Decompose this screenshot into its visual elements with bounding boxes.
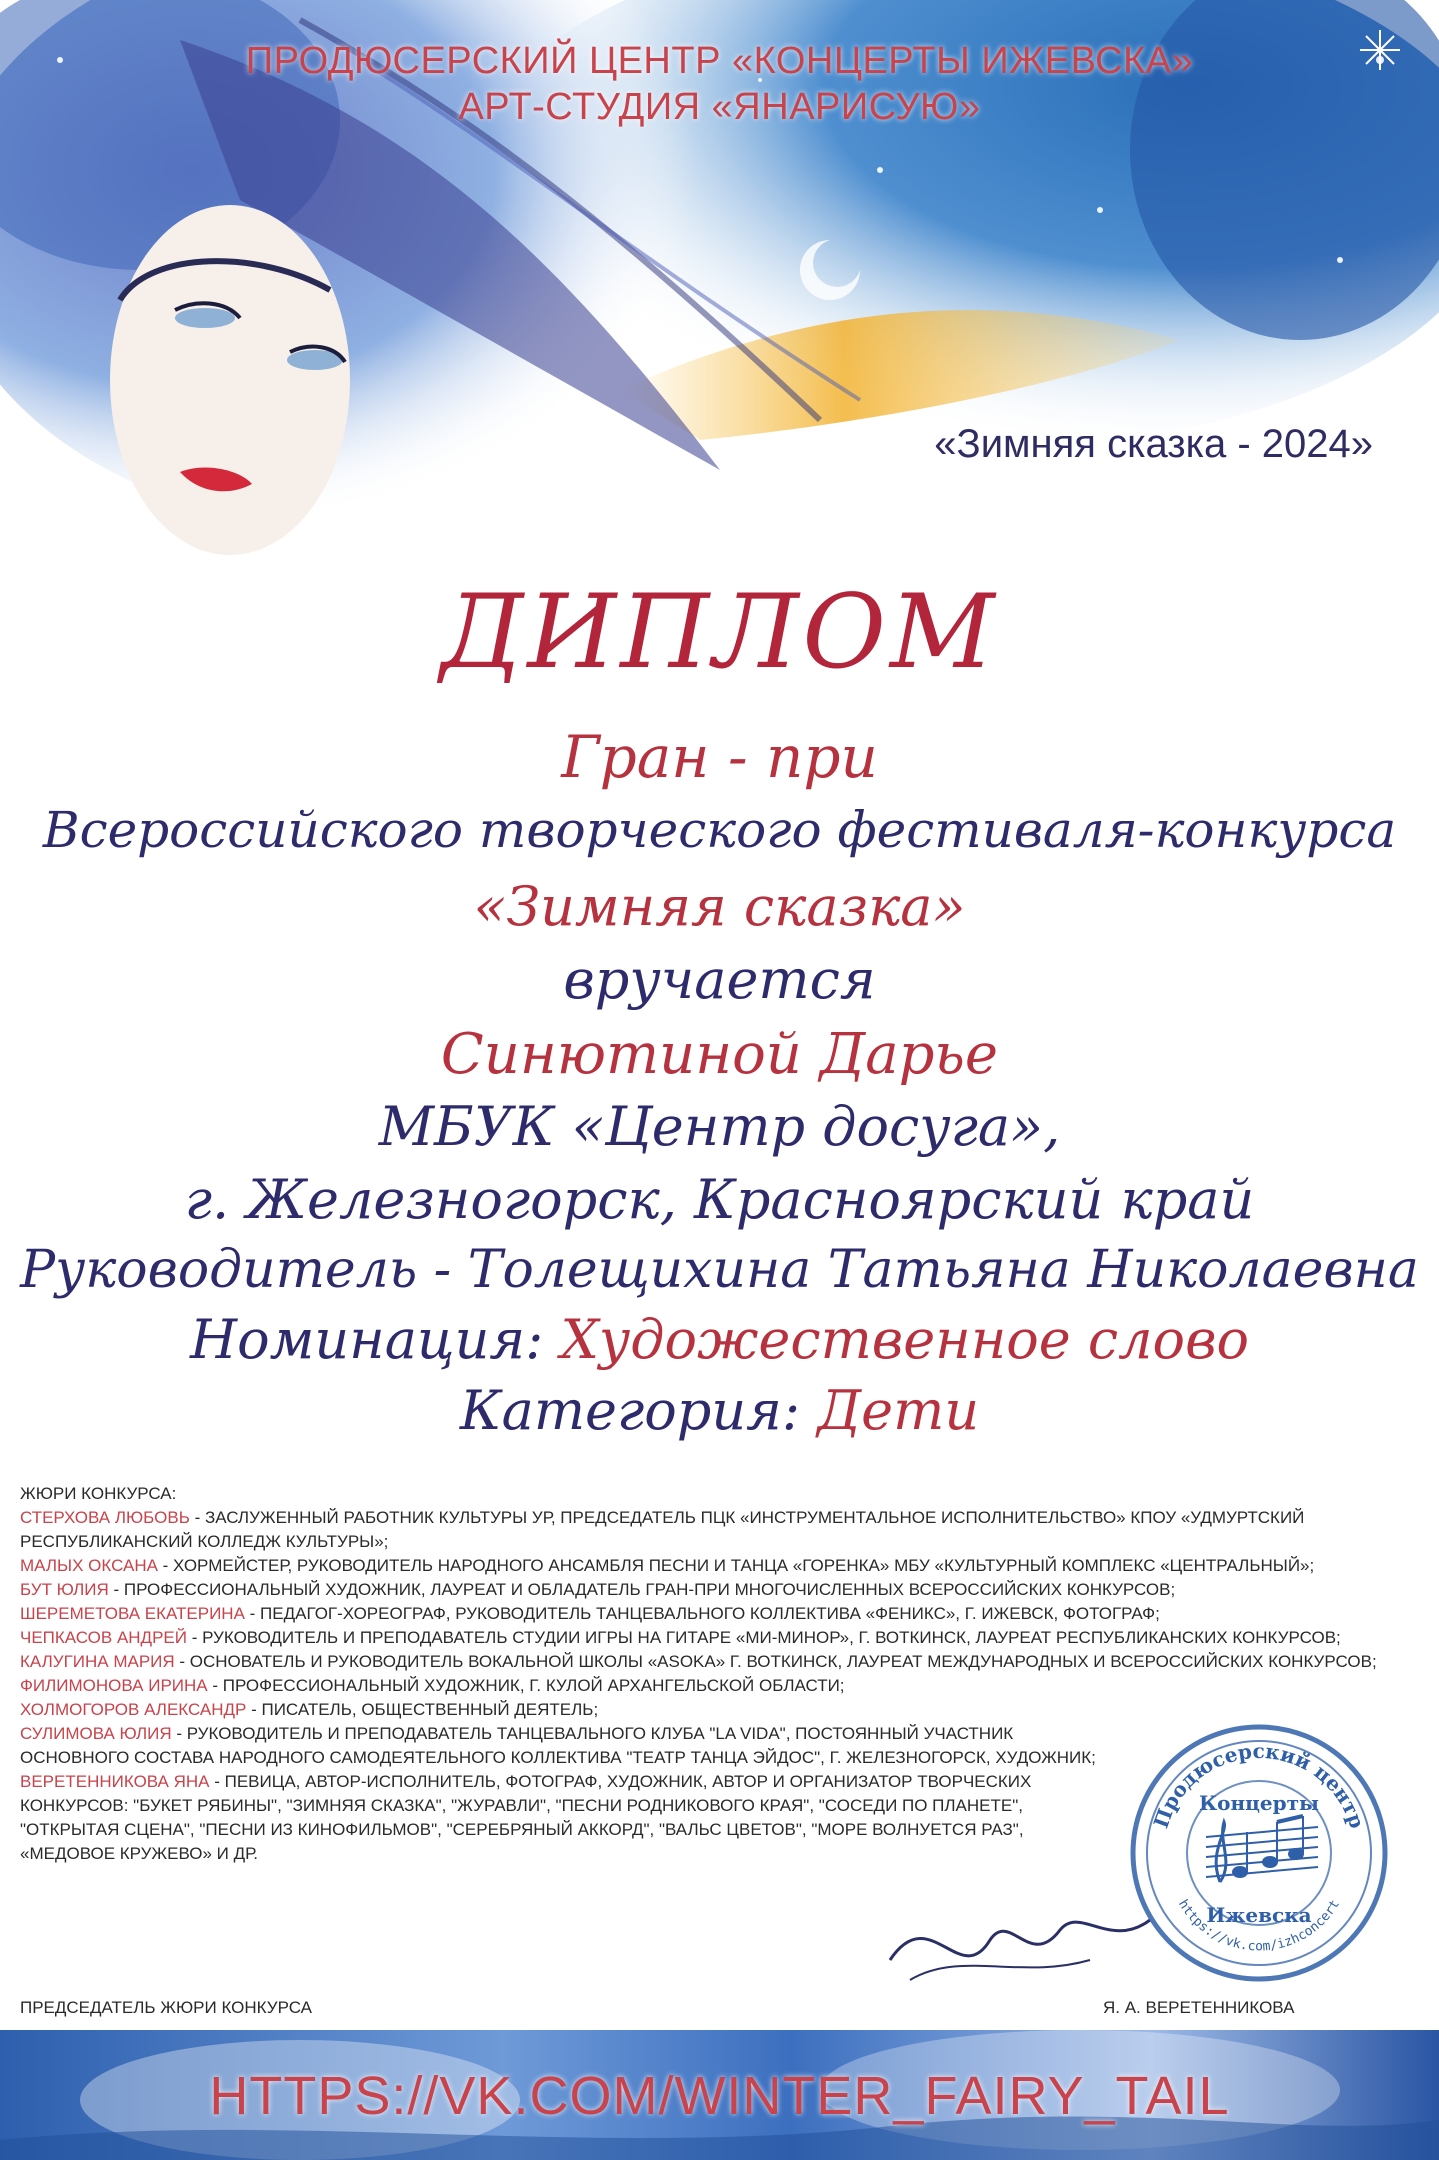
stamp-top-text: Продюсерский центр [1148,1738,1370,1832]
jury-member-desc: - РУКОВОДИТЕЛЬ И ПРЕПОДАВАТЕЛЬ СТУДИИ ИГРЫ НА ГИТАРЕ «МИ-МИНОР», Г. ВОТКИНСК, ЛАУРЕАТ РЕСПУБЛИКАНСКИХ КОНКУРСОВ; [186,1628,1341,1647]
jury-member-name: ХОЛМОГОРОВ АЛЕКСАНДР [20,1700,247,1719]
category-label: Категория: [459,1379,801,1442]
organizer-stamp [1128,1722,1390,1984]
institution-line: МБУК «Центр досуга», [378,1095,1061,1158]
stamp-bottom-text: Ижевска [1206,1903,1312,1927]
leader-line: Руководитель - Толещихина Татьяна Николаевна [20,1240,1419,1300]
jury-chair-label: ПРЕДСЕДАТЕЛЬ ЖЮРИ КОНКУРСА [20,1998,312,2017]
category-line [0,1379,1439,1442]
stamp-seal [1128,1722,1390,1984]
jury-member [20,1554,1405,1578]
organizer-line-2: АРТ-СТУДИЯ «ЯНАРИСУЮ» [458,86,981,128]
jury-member-desc: - ПРОФЕССИОНАЛЬНЫЙ ХУДОЖНИК, ЛАУРЕАТ И ОБЛАДАТЕЛЬ ГРАН-ПРИ МНОГОЧИСЛЕННЫХ ВСЕРОССИЙСКИХ КОНКУРСОВ; [108,1580,1176,1599]
jury-member-desc: - РУКОВОДИТЕЛЬ И ПРЕПОДАВАТЕЛЬ ТАНЦЕВАЛЬНОГО КЛУБА "LA VIDA", ПОСТОЯННЫЙ УЧАСТНИК ОСНОВНОГО СОСТАВА НАРОДНОГО САМОДЕЯТЕЛЬНОГО КОЛЛЕКТИВА "ТЕАТР ТАНЦА ЭЙДОС", Г. ЖЕЛЕЗНОГОРСК, ХУДОЖНИК; [20,1724,1096,1767]
footer-url-link[interactable]: HTTPS://VK.COM/WINTER_FAIRY_TAIL [209,2066,1230,2126]
nomination-label: Номинация: [189,1308,544,1371]
music-staff-icon [1206,1816,1318,1882]
jury-chair-name: Я. А. ВЕРЕТЕННИКОВА [1103,1998,1295,2017]
category-value: Дети [817,1379,980,1442]
jury-member-name: СТЕРХОВА ЛЮБОВЬ [20,1508,190,1527]
nomination-line [0,1308,1439,1371]
jury-member [20,1626,1405,1650]
jury-member [20,1578,1405,1602]
jury-member-desc: - ПЕДАГОГ-ХОРЕОГРАФ, РУКОВОДИТЕЛЬ ТАНЦЕВАЛЬНОГО КОЛЛЕКТИВА «ФЕНИКС», Г. ИЖЕВСК, ФОТОГРАФ; [244,1604,1160,1623]
jury-member-name: СУЛИМОВА ЮЛИЯ [20,1724,172,1743]
jury-member [20,1602,1405,1626]
jury-member [20,1770,1100,1866]
diploma-title: ДИПЛОМ [440,573,999,692]
jury-member-desc: - ПРОФЕССИОНАЛЬНЫЙ ХУДОЖНИК, Г. КУЛОЙ АРХАНГЕЛЬСКОЙ ОБЛАСТИ; [207,1676,845,1695]
award-line: Гран - при [561,723,878,791]
festival-tag: «Зимняя сказка - 2024» [934,422,1373,466]
awarded-to-line: вручается [563,948,876,1011]
organizer-line-1: ПРОДЮСЕРСКИЙ ЦЕНТР «КОНЦЕРТЫ ИЖЕВСКА» [245,40,1194,82]
stamp-middle-text: Концерты [1198,1791,1320,1815]
jury-member [20,1674,1405,1698]
nomination-value: Художественное слово [560,1308,1250,1371]
location-line: г. Железногорск, Красноярский край [184,1168,1255,1231]
jury-member [20,1650,1405,1674]
jury-member-name: КАЛУГИНА МАРИЯ [20,1652,175,1671]
jury-member-name: ФИЛИМОНОВА ИРИНА [20,1676,208,1695]
signature-scribble [870,1880,1170,2000]
jury-member-name: БУТ ЮЛИЯ [20,1580,109,1599]
jury-member-name: МАЛЫХ ОКСАНА [20,1556,158,1575]
jury-member-name: ЧЕПКАСОВ АНДРЕЙ [20,1628,187,1647]
jury-heading: ЖЮРИ КОНКУРСА: [20,1484,177,1503]
jury-member-name: ШЕРЕМЕТОВА ЕКАТЕРИНА [20,1604,245,1623]
jury-member-desc: - ХОРМЕЙСТЕР, РУКОВОДИТЕЛЬ НАРОДНОГО АНСАМБЛЯ ПЕСНИ И ТАНЦА «ГОРЕНКА» МБУ «КУЛЬТУРНЫЙ КОМПЛЕКС «ЦЕНТРАЛЬНЫЙ»; [157,1556,1315,1575]
stamp-url-text: https://vk.com/izhconcert [1175,1897,1343,1955]
jury-member-desc: - ЗАСЛУЖЕННЫЙ РАБОТНИК КУЛЬТУРЫ УР, ПРЕДСЕДАТЕЛЬ ПЦК «ИНСТРУМЕНТАЛЬНОЕ ИСПОЛНИТЕЛЬСТВО» КПОУ «УДМУРТСКИЙ РЕСПУБЛИКАНСКИЙ КОЛЛЕДЖ КУЛЬТУРЫ»; [20,1508,1305,1551]
festival-name: «Зимняя сказка» [473,875,966,938]
jury-member [20,1506,1405,1554]
jury-member-desc: - ПЕВИЦА, АВТОР-ИСПОЛНИТЕЛЬ, ФОТОГРАФ, ХУДОЖНИК, АВТОР И ОРГАНИЗАТОР ТВОРЧЕСКИХ КОНКУРСОВ: "БУКЕТ РЯБИНЫ", "ЗИМНЯЯ СКАЗКА", "ЖУРАВЛИ", "ПЕСНИ РОДНИКОВОГО КРАЯ", "СОСЕДИ ПО ПЛАНЕТЕ", "ОТКРЫТАЯ СЦЕНА", "ПЕСНИ ИЗ КИНОФИЛЬМОВ", "СЕРЕБРЯНЫЙ АККОРД", "ВАЛЬС ЦВЕТОВ", "МОРЕ ВОЛНУЕТСЯ РАЗ", «МЕДОВОЕ КРУЖЕВО» И ДР. [20,1772,1032,1863]
jury-member-desc: - ОСНОВАТЕЛЬ И РУКОВОДИТЕЛЬ ВОКАЛЬНОЙ ШКОЛЫ «ASOKA» Г. ВОТКИНСК, ЛАУРЕАТ МЕЖДУНАРОДНЫХ И ВСЕРОССИЙСКИХ КОНКУРСОВ; [174,1652,1377,1671]
jury-member [20,1698,1405,1722]
jury-member-name: ВЕРЕТЕННИКОВА ЯНА [20,1772,210,1791]
festival-line: Всероссийского творческого фестиваля-конкурса [42,801,1397,859]
recipient-name: Синютиной Дарье [440,1022,999,1087]
jury-member-desc: - ПИСАТЕЛЬ, ОБЩЕСТВЕННЫЙ ДЕЯТЕЛЬ; [246,1700,599,1719]
jury-member [20,1722,1100,1770]
